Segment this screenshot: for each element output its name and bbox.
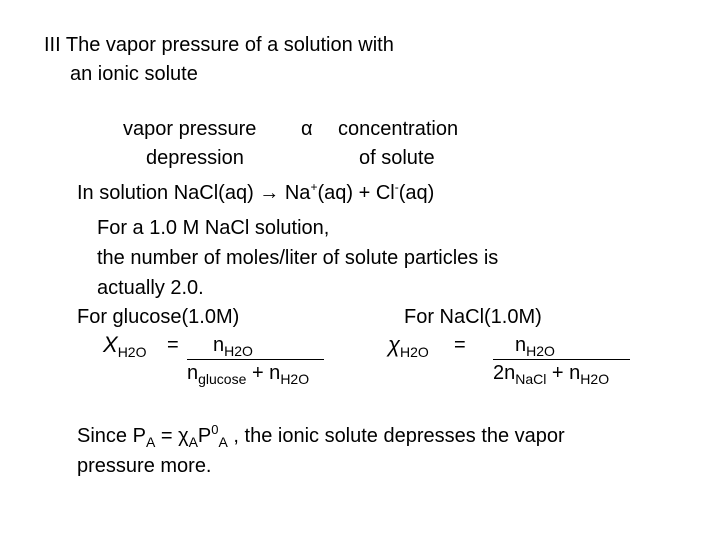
conclusion-line1: Since $P_A = \chi_AP^0_A$ , the ionic solute depresses the vapor (77, 422, 565, 450)
explanation-line3: actually 2.0. (97, 277, 204, 299)
nacl-label: For NaCl(1.0M) (404, 306, 542, 328)
section-heading-line2: an ionic solute (70, 63, 198, 85)
relation-right-bottom: of solute (359, 147, 435, 169)
conclusion-line2: pressure more. (77, 455, 212, 477)
glucose-denominator: $n_{glucose} + n_{H2O}$ (187, 362, 310, 387)
glucose-equals: = (167, 334, 179, 356)
relation-right-top: concentration (338, 118, 459, 140)
nacl-denominator: $2n_{NaCl} + n_{H2O}$ (493, 362, 610, 387)
dissociation-equation: In solution NaCl(aq) → Na+(aq) + Cl-(aq) (77, 180, 435, 204)
relation-left-bottom: depression (146, 147, 244, 169)
explanation-line2: the number of moles/liter of solute particles is (97, 247, 499, 269)
nacl-mole-fraction: $\chi_{H2O}$ (388, 332, 429, 360)
nacl-numerator: $n_{H2O}$ (515, 334, 555, 359)
explanation-line1: For a 1.0 M NaCl solution, (97, 217, 330, 239)
section-heading: III The vapor pressure of a solution with (44, 34, 394, 56)
glucose-numerator: $n_{H2O}$ (213, 334, 253, 359)
glucose-fraction-bar (187, 359, 324, 360)
glucose-label: For glucose(1.0M) (77, 306, 240, 328)
proportional-symbol: α (301, 118, 313, 140)
nacl-fraction-bar (493, 359, 630, 360)
nacl-equals: = (454, 334, 466, 356)
relation-left-top: vapor pressure (123, 118, 257, 140)
glucose-mole-fraction: $X_{H2O}$ (103, 332, 147, 360)
